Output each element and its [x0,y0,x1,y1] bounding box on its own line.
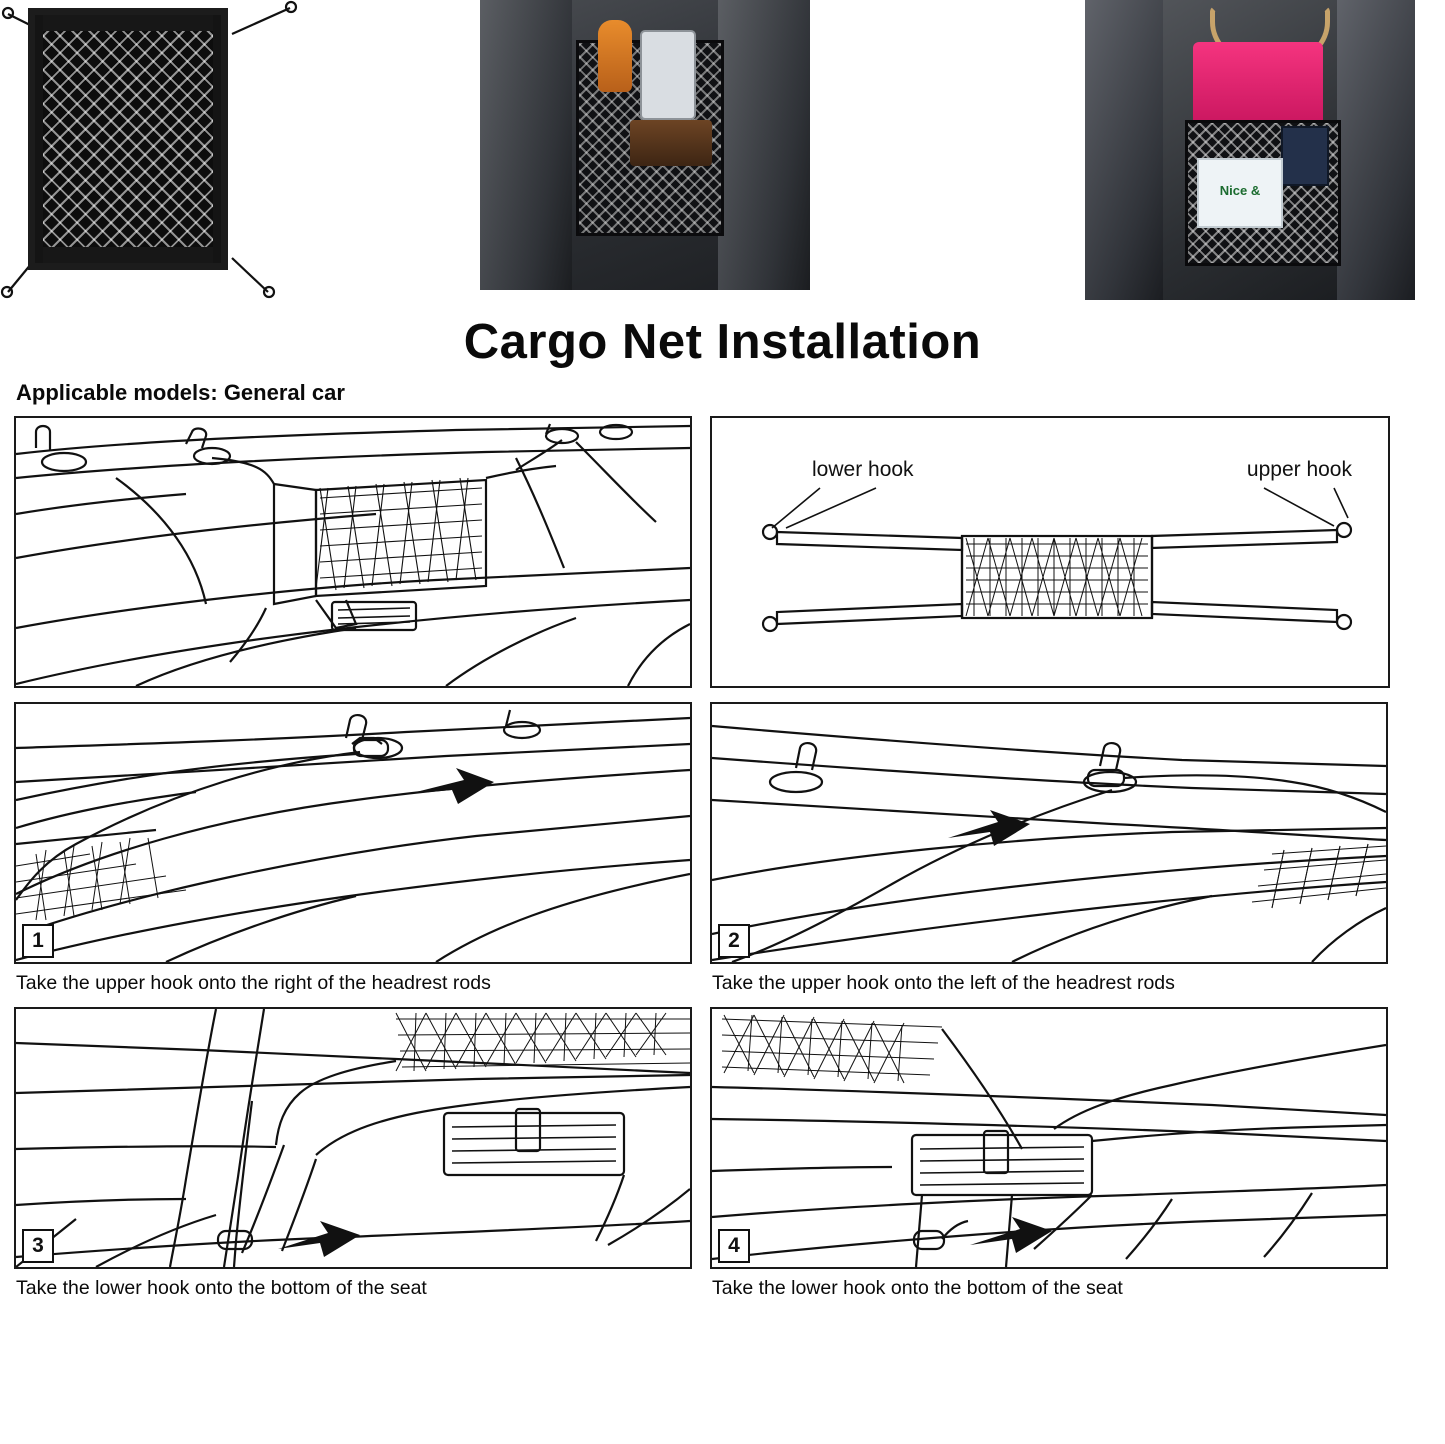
cup-item [598,20,632,92]
phone-item [640,30,696,120]
overview-installed-diagram [14,416,692,688]
step-number-1: 1 [22,924,54,958]
step-3-caption: Take the lower hook onto the bottom of the seat [16,1277,427,1300]
net-band-top [43,15,213,31]
right-seat-back [1337,0,1415,300]
step-4-diagram [710,1007,1388,1269]
step-3-diagram [14,1007,692,1269]
applicable-models-label: Applicable models: General car [16,380,345,405]
step-4-caption: Take the lower hook onto the bottom of the seat [712,1277,1123,1300]
diagram-row-2 [0,702,1445,964]
net-band-bottom [43,247,213,263]
step-number-2: 2 [718,924,750,958]
caption-row-2 [0,1269,1445,1300]
upper-hook-label: upper hook [1246,458,1352,481]
left-seat [480,0,572,290]
caption-row-1 [0,964,1445,995]
step-number-4: 4 [718,1229,750,1263]
step-2-caption: Take the upper hook onto the left of the headrest rods [712,972,1175,994]
tissue-box-item: Nice & [1197,158,1283,228]
diagram-row-1 [0,416,1445,688]
cargo-net-product [28,8,228,270]
book-item [1281,126,1329,186]
right-seat [718,0,810,290]
step-1-caption: Take the upper hook onto the right of the headrest rods [16,972,491,994]
step-1-diagram [14,702,692,964]
wallet-item [630,120,712,166]
photo-strip [0,0,1445,300]
step-2-diagram [710,702,1388,964]
page-title: Cargo Net Installation [463,315,982,369]
left-seat-back [1085,0,1163,300]
step-number-3: 3 [22,1229,54,1263]
diagram-row-3 [0,1007,1445,1269]
net-mesh [43,23,213,255]
product-net-photo [0,0,300,300]
lower-hook-label: lower hook [812,458,914,481]
handbag-photo [1085,0,1415,300]
installed-pocket-photo [480,0,810,290]
net-parts-diagram [710,416,1390,688]
